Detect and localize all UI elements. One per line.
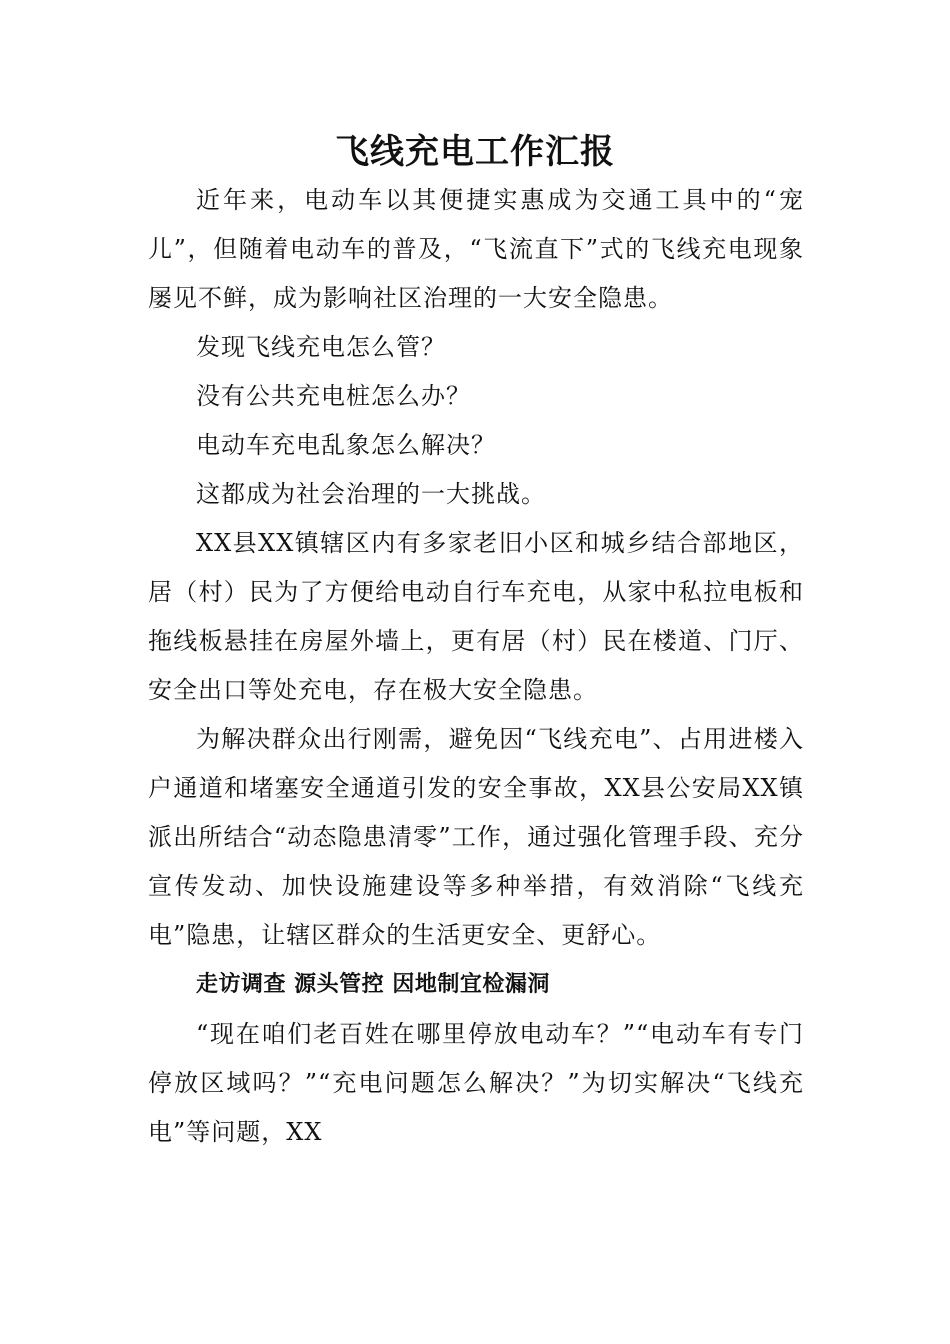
paragraph-intro: 近年来，电动车以其便捷实惠成为交通工具中的“宠儿”，但随着电动车的普及，“飞流直下”式的飞线充电现象屡见不鲜，成为影响社区治理的一大安全隐患。 (148, 186, 804, 312)
document-body (148, 176, 804, 1157)
document-title: 飞线充电工作汇报 (335, 132, 615, 172)
paragraph-question-1: 发现飞线充电怎么管？ (196, 333, 446, 361)
paragraph-measures: 为解决群众出行刚需，避免因“飞线充电”、占用进楼入户通道和堵塞安全通道引发的安全事故，XX县公安局XX镇派出所结合“动态隐患清零”工作，通过强化管理手段、充分宣传发动、加快设施建设等多种举措，有效消除“飞线充电”隐患，让辖区群众的生活更安全、更舒心。 (148, 725, 804, 949)
paragraph-situation: XX县XX镇辖区内有多家老旧小区和城乡结合部地区，居（村）民为了方便给电动自行车充电，从家中私拉电板和拖线板悬挂在房屋外墙上，更有居（村）民在楼道、门厅、安全出口等处充电，存在极大安全隐患。 (148, 529, 804, 704)
paragraph-investigation: “现在咱们老百姓在哪里停放电动车？”“电动车有专门停放区域吗？”“充电问题怎么解决？”为切实解决“飞线充电”等问题，XX (148, 1020, 804, 1146)
section-heading: 走访调查 源头管控 因地制宜检漏洞 (196, 972, 550, 997)
paragraph-challenge: 这都成为社会治理的一大挑战。 (196, 480, 546, 508)
paragraph-question-3: 电动车充电乱象怎么解决？ (196, 431, 496, 459)
paragraph-question-2: 没有公共充电桩怎么办？ (196, 382, 471, 410)
